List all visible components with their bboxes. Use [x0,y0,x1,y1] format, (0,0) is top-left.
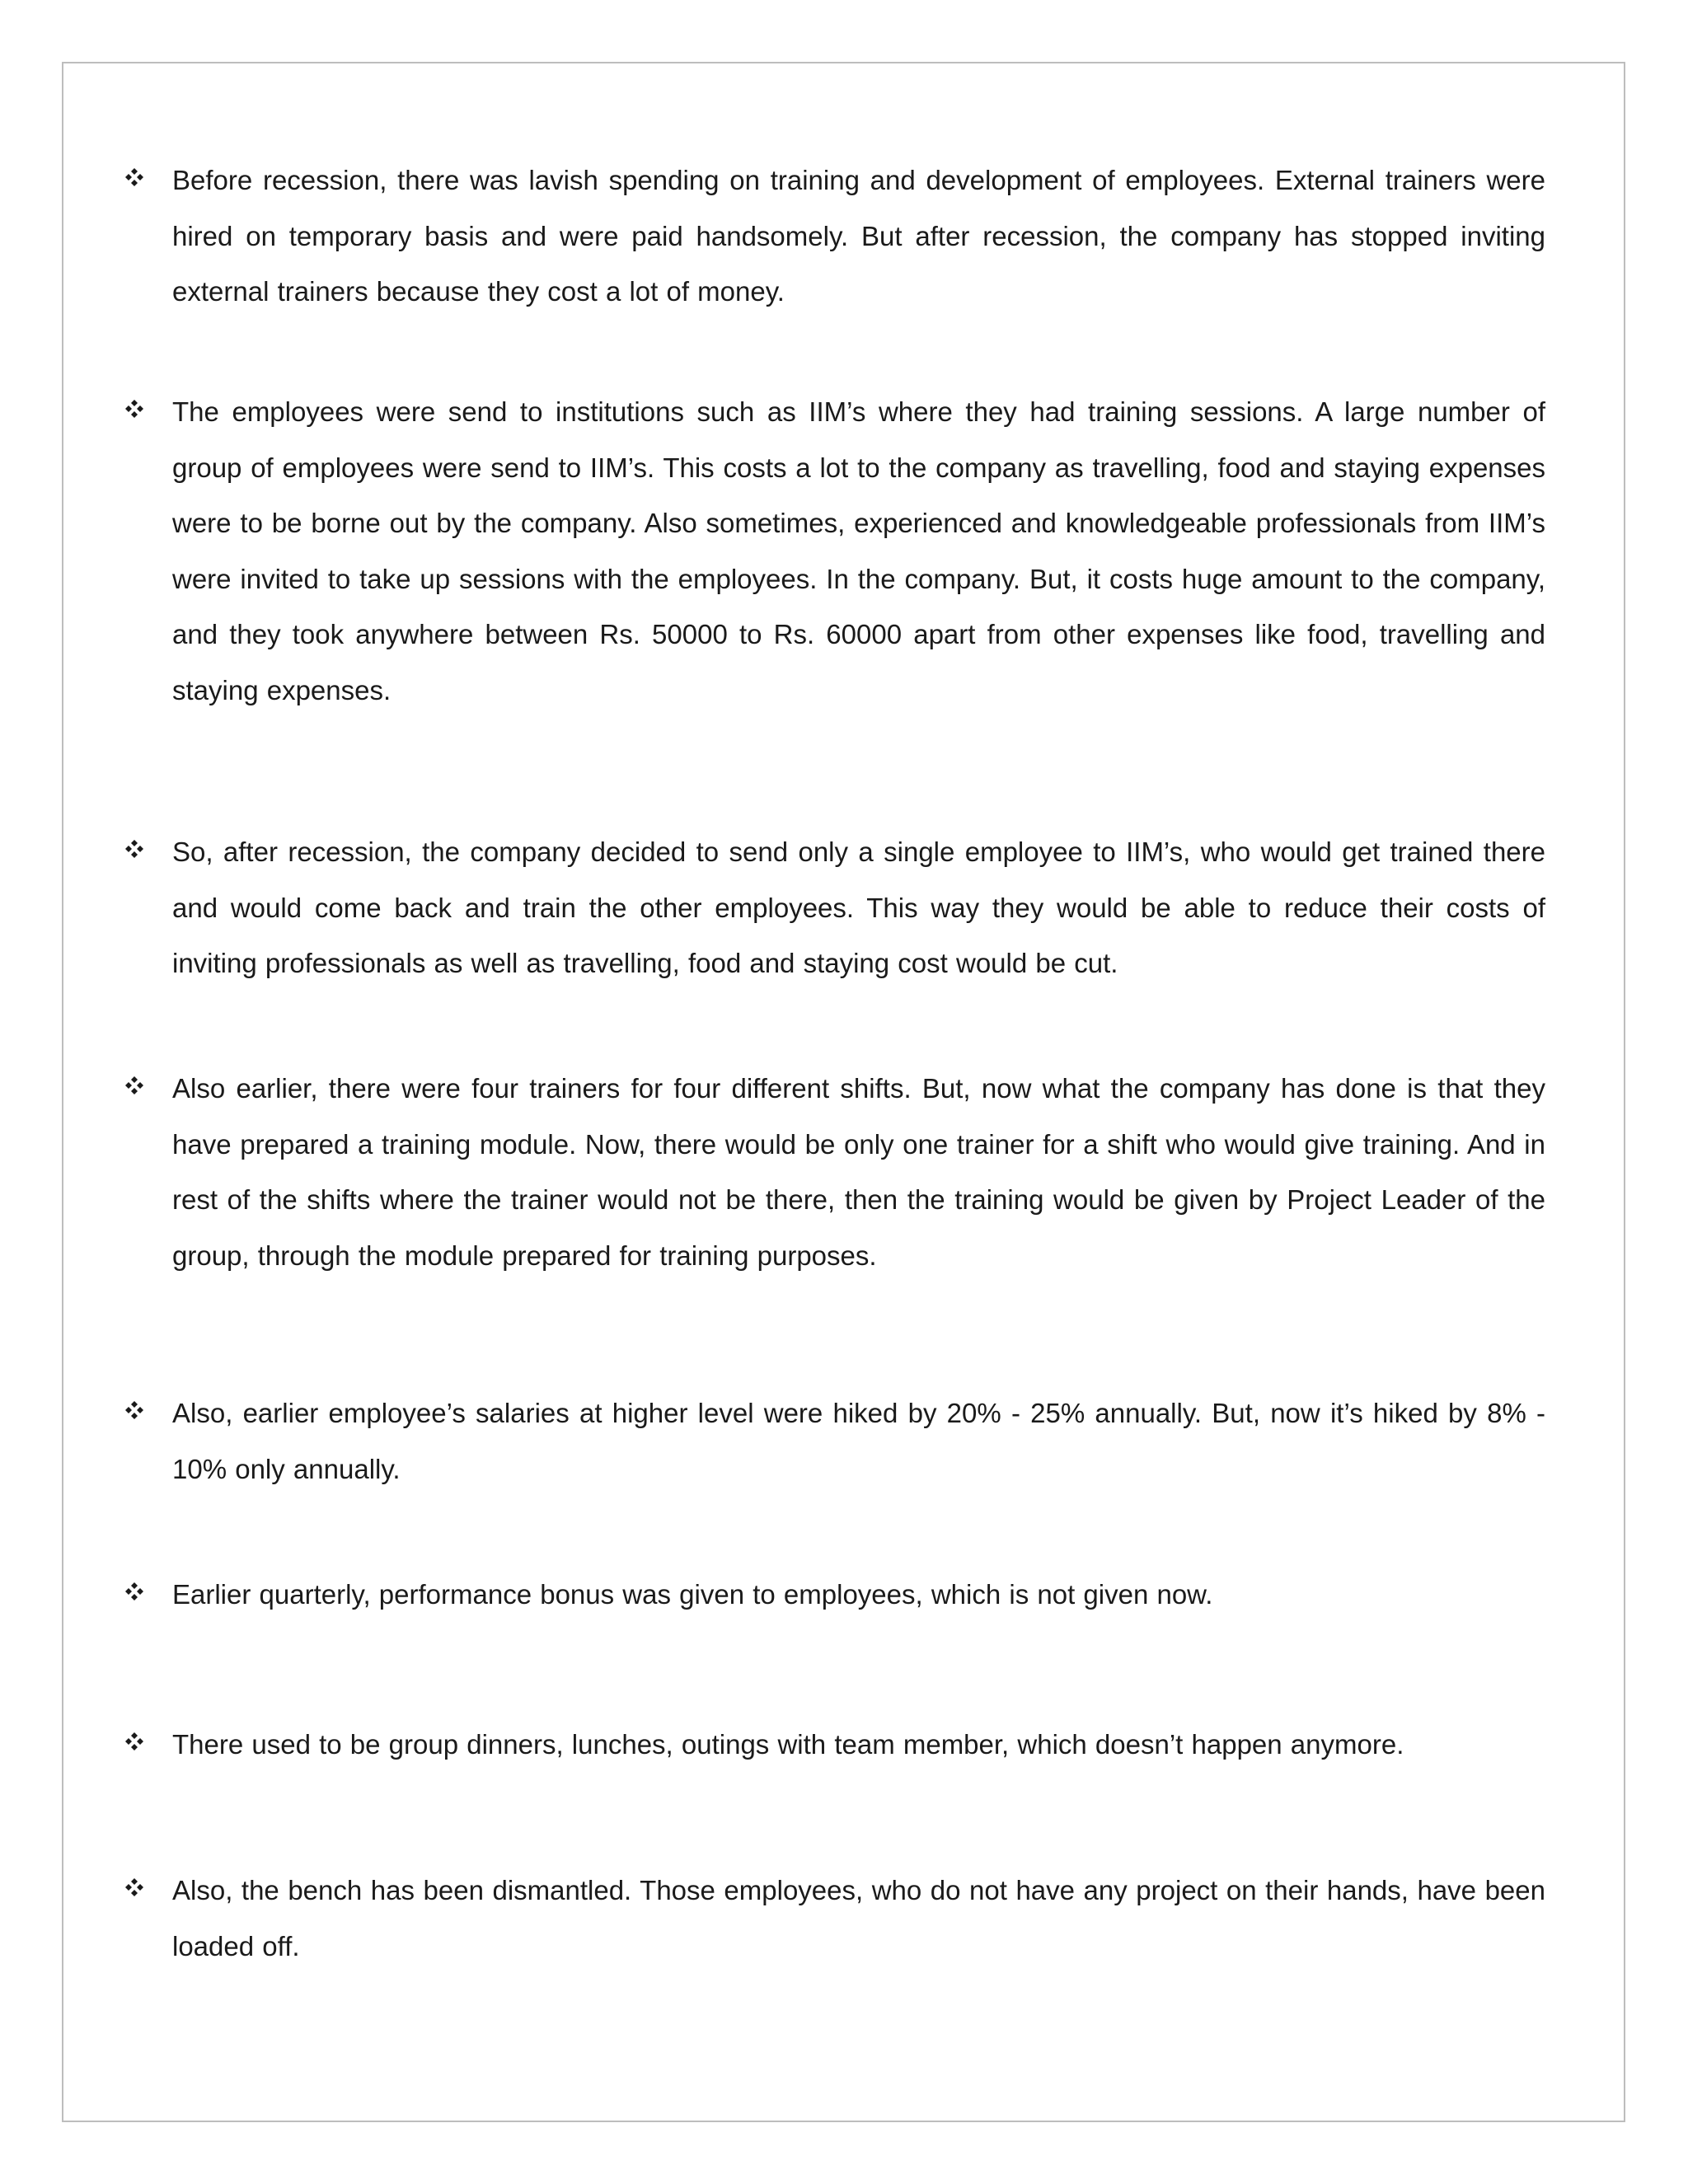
four-diamond-bullet-icon [124,1877,144,1897]
list-item-text: The employees were send to institutions such as IIM’s where they had training sessions. A large number of group of employees were send to IIM’s. This costs a lot to the company as travelling, food and staying expenses were to be borne out by the company. Also sometimes, experienced and knowledgeable professionals from IIM’s were invited to take up sessions with the employees. In the company. But, it costs huge amount to the company, and they took anywhere between Rs. 50000 to Rs. 60000 apart from other expenses like food, travelling and staying expenses. [172,396,1545,705]
list-item-text: Earlier quarterly, performance bonus was given to employees, which is not given now. [172,1579,1213,1610]
list-item-text: There used to be group dinners, lunches, outings with team member, which doesn’t happen anymore. [172,1729,1404,1760]
four-diamond-bullet-icon [124,167,144,187]
bullet-list [63,63,1624,2121]
list-item-text: Also earlier, there were four trainers for four different shifts. But, now what the company has done is that they have prepared a training module. Now, there would be only one trainer for a shift who would give training. And in rest of the shifts where the trainer would not be there, then the training would be given by Project Leader of the group, through the module prepared for training purposes. [172,1073,1545,1271]
four-diamond-bullet-icon [124,1732,144,1751]
four-diamond-bullet-icon [124,399,144,419]
four-diamond-bullet-icon [124,1076,144,1095]
list-item [172,384,1545,718]
list-item [172,1567,1545,1623]
list-item [172,1385,1545,1497]
list-item [172,152,1545,320]
four-diamond-bullet-icon [124,839,144,859]
four-diamond-bullet-icon [124,1582,144,1601]
list-item [172,824,1545,991]
list-item-text: Also, earlier employee’s salaries at higher level were hiked by 20% - 25% annually. But, now it’s hiked by 8% - 10% only annually. [172,1398,1545,1484]
four-diamond-bullet-icon [124,1400,144,1420]
page-frame [62,62,1625,2122]
list-item [172,1863,1545,1974]
list-item-text: Also, the bench has been dismantled. Those employees, who do not have any project on their hands, have been loaded off. [172,1875,1545,1961]
list-item [172,1061,1545,1283]
list-item [172,1717,1545,1773]
list-item-text: Before recession, there was lavish spending on training and development of employees. External trainers were hired on temporary basis and were paid handsomely. But after recession, the company has stopped inviting external trainers because they cost a lot of money. [172,165,1545,307]
list-item-text: So, after recession, the company decided to send only a single employee to IIM’s, who would get trained there and would come back and train the other employees. This way they would be able to reduce their costs of inviting professionals as well as travelling, food and staying cost would be cut. [172,837,1545,978]
